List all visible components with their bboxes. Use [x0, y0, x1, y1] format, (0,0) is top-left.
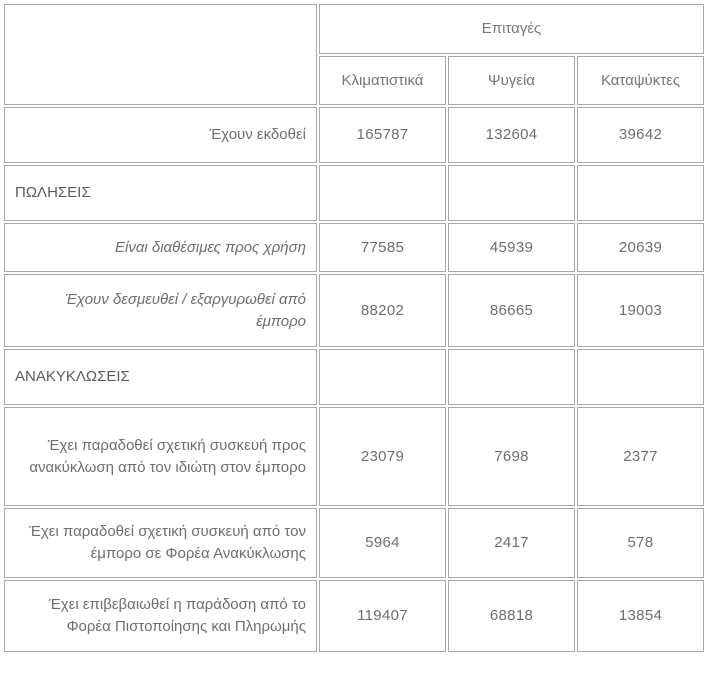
- table-row: [4, 223, 704, 272]
- empty-cell: [577, 349, 704, 405]
- table-row: [4, 407, 704, 506]
- cell-value: 23079: [319, 407, 446, 506]
- cell-value: 68818: [448, 580, 575, 652]
- cell-value: 45939: [448, 223, 575, 272]
- cell-value: 86665: [448, 274, 575, 347]
- empty-cell: [448, 165, 575, 221]
- column-header-katapsyktes: Καταψύκτες: [577, 56, 704, 105]
- cell-value: 165787: [319, 107, 446, 163]
- cell-value: 119407: [319, 580, 446, 652]
- table-row: [4, 580, 704, 652]
- cell-value: 19003: [577, 274, 704, 347]
- corner-empty-cell: [4, 4, 317, 105]
- cell-value: 5964: [319, 508, 446, 578]
- empty-cell: [319, 165, 446, 221]
- row-label: Έχει παραδοθεί σχετική συσκευή προς ανακύκλωση από τον ιδιώτη στον έμπορο: [4, 407, 317, 506]
- section-label: ΑΝΑΚΥΚΛΩΣΕΙΣ: [4, 349, 317, 405]
- cell-value: 132604: [448, 107, 575, 163]
- cell-value: 39642: [577, 107, 704, 163]
- row-label: Έχει παραδοθεί σχετική συσκευή από τον έμπορο σε Φορέα Ανακύκλωσης: [4, 508, 317, 578]
- table-row: [4, 107, 704, 163]
- cell-value: 578: [577, 508, 704, 578]
- column-header-klimatistika: Κλιματιστικά: [319, 56, 446, 105]
- vouchers-stats-table: [2, 2, 704, 654]
- table-row: [4, 274, 704, 347]
- row-label: Έχουν εκδοθεί: [4, 107, 317, 163]
- cell-value: 88202: [319, 274, 446, 347]
- cell-value: 7698: [448, 407, 575, 506]
- row-label: Έχει επιβεβαιωθεί η παράδοση από το Φορέα Πιστοποίησης και Πληρωμής: [4, 580, 317, 652]
- section-label: ΠΩΛΗΣΕΙΣ: [4, 165, 317, 221]
- cell-value: 13854: [577, 580, 704, 652]
- empty-cell: [319, 349, 446, 405]
- table-row-section: [4, 165, 704, 221]
- column-header-psygeia: Ψυγεία: [448, 56, 575, 105]
- table-row-section: [4, 349, 704, 405]
- cell-value: 20639: [577, 223, 704, 272]
- group-header: Επιταγές: [319, 4, 704, 54]
- row-label: Είναι διαθέσιμες προς χρήση: [4, 223, 317, 272]
- cell-value: 77585: [319, 223, 446, 272]
- empty-cell: [577, 165, 704, 221]
- row-label: Έχουν δεσμευθεί / εξαργυρωθεί από έμπορο: [4, 274, 317, 347]
- cell-value: 2377: [577, 407, 704, 506]
- table-row: [4, 508, 704, 578]
- empty-cell: [448, 349, 575, 405]
- cell-value: 2417: [448, 508, 575, 578]
